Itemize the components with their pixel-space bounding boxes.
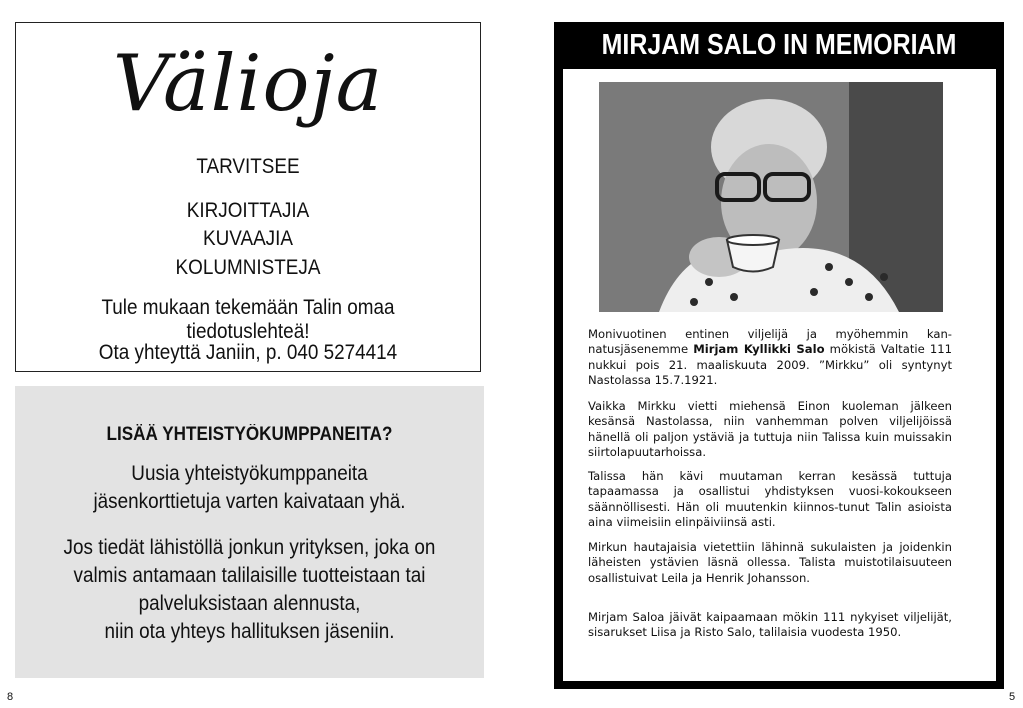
page-number-left: 8 — [7, 691, 14, 703]
valioja-logo: Välioja — [112, 39, 384, 129]
memoriam-content — [563, 69, 996, 681]
partners-line: jäsenkorttietuja varten kaivataan yhä. — [93, 490, 406, 513]
memoriam-name: Mirjam Kyllikki Salo — [693, 342, 825, 357]
memoriam-paragraph-5: Mirjam Saloa jäivät kaipaamaan mökin 111 nykyiset viljelijät, sisarukset Liisa ja Risto Salo, talilaisia vuodesta 1950. — [588, 610, 952, 640]
invite-text: Tule mukaan tekemään Talin omaa tiedotuslehteä! — [101, 296, 395, 343]
memoriam-paragraph-2: Vaikka Mirkku vietti miehensä Einon kuoleman jälkeen kesänsä Nastolassa, niin vanhemman polven viljelijöissä hänellä oli paljon ystäviä ja tuttuja niin Talissa kuin muissakin siirtolapuutarhoissa. — [588, 399, 952, 459]
role-columnists: KOLUMNISTEJA — [175, 256, 321, 279]
partners-line: Uusia yhteistyökumppaneita — [131, 462, 368, 485]
partners-box — [15, 386, 484, 678]
partners-line: palveluksistaan alennusta, — [138, 592, 361, 615]
needs-heading: TARVITSEE — [196, 155, 300, 178]
partners-title: LISÄÄ YHTEISTYÖKUMPPANEITA? — [106, 424, 393, 445]
partners-line: Jos tiedät lähistöllä jonkun yrityksen, joka on — [63, 536, 436, 559]
partners-line: niin ota yhteys hallituksen jäseniin. — [104, 620, 395, 643]
partners-line: valmis antamaan talilaisille tuotteistaan tai — [73, 564, 426, 587]
portrait-illustration — [599, 82, 943, 312]
portrait-photo — [599, 82, 943, 312]
page-number-right: 5 — [1009, 691, 1016, 703]
memoriam-paragraph-1: Monivuotinen entinen viljelijä ja myöhemmin kan-natusjäsenemme Mirjam Kyllikki Salo mökistä Valtatie 111 nukkui pois 21. maaliskuuta 2009. ”Mirkku” oli syntynyt Nastolassa 15.7.1921. — [588, 327, 952, 387]
memoriam-panel — [554, 22, 1004, 689]
role-photographers: KUVAAJIA — [203, 227, 293, 250]
memoriam-paragraph-4: Mirkun hautajaisia vietettiin lähinnä sukulaisten ja joidenkin läheisten ystävien läsnä ollessa. Talista muistotilaisuuteen osallistuivat Leila ja Henrik Johansson. — [588, 540, 952, 585]
memoriam-title: MIRJAM SALO IN MEMORIAM — [601, 29, 957, 61]
role-writers: KIRJOITTAJIA — [186, 199, 310, 222]
memoriam-paragraph-3: Talissa hän kävi muutaman kerran kesässä tuttuja tapaamassa ja osallistui yhdistyksen vuosi-kokoukseen säännöllisesti. Hän oli muutenkin kiinnos-tunut Talin asioista aina viimeisiin elinpäiviinsä asti. — [588, 469, 952, 529]
contact-text: Ota yhteyttä Janiin, p. 040 5274414 — [98, 341, 398, 364]
recruitment-ad — [15, 22, 481, 372]
